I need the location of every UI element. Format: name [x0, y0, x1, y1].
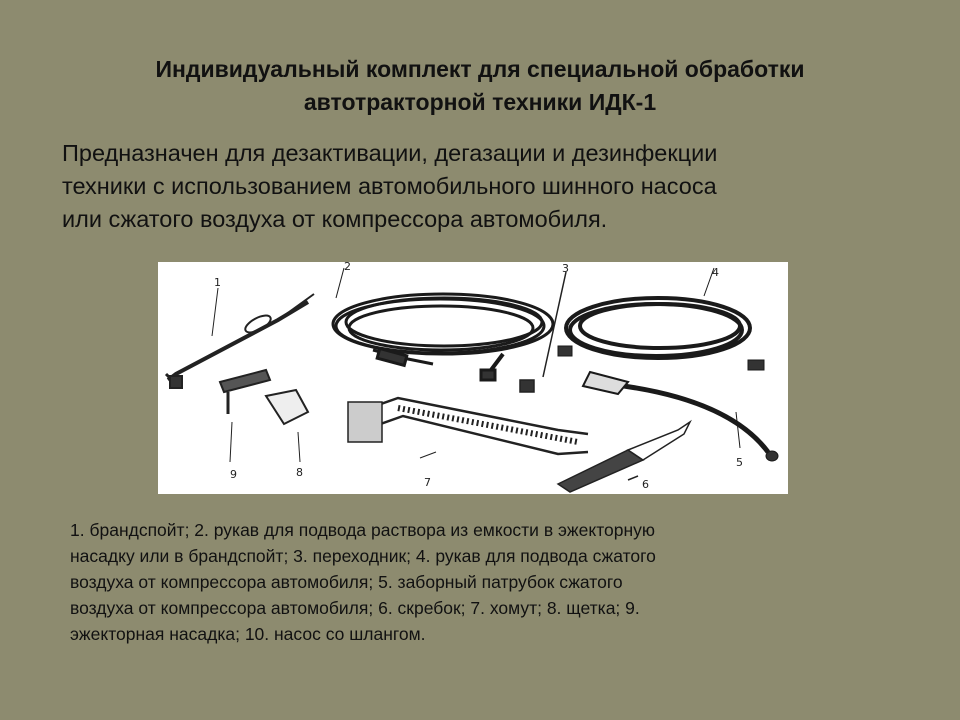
- figure-label-2: 2: [344, 262, 351, 273]
- figure-label-4: 4: [712, 266, 719, 279]
- figure-label-6: 6: [642, 478, 649, 491]
- figure-label-7: 7: [424, 476, 431, 489]
- figure-label-8: 8: [296, 466, 303, 479]
- description-line-1: Предназначен для дезактивации, дегазации и дезинфекции: [62, 140, 718, 166]
- figure-label-3: 3: [562, 262, 569, 275]
- kit-illustration: [158, 262, 788, 494]
- caption-line-4: воздуха от компрессора автомобиля; 6. скребок; 7. хомут; 8. щетка; 9.: [70, 598, 640, 618]
- caption-line-2: насадку или в брандспойт; 3. переходник; 4. рукав для подвода сжатого: [70, 546, 656, 566]
- description-line-3: или сжатого воздуха от компрессора автомобиля.: [62, 206, 608, 232]
- slide-title: [40, 53, 920, 119]
- slide-title-line-1: Индивидуальный комплект для специальной обработки: [155, 56, 805, 82]
- figure-label-1: 1: [214, 276, 221, 289]
- caption-line-5: эжекторная насадка; 10. насос со шлангом.: [70, 624, 426, 644]
- figure-label-5: 5: [736, 456, 743, 469]
- caption-line-1: 1. брандспойт; 2. рукав для подвода раствора из емкости в эжекторную: [70, 520, 656, 540]
- air-hose-drawing: [558, 268, 764, 370]
- solution-hose-drawing: [333, 268, 553, 380]
- caption-line-3: воздуха от компрессора автомобиля; 5. заборный патрубок сжатого: [70, 572, 623, 592]
- clamp-drawing: [348, 398, 588, 458]
- brush-drawing: [266, 390, 308, 462]
- kit-illustration-drawing: [158, 262, 788, 494]
- intake-nozzle-drawing: [583, 372, 778, 461]
- slide-title-line-2: автотракторной техники ИДК-1: [303, 89, 657, 115]
- ejector-nozzle-drawing: [220, 370, 270, 462]
- figure-label-9: 9: [230, 468, 237, 481]
- slide-description: [62, 137, 922, 236]
- figure-caption: [70, 517, 930, 647]
- description-line-2: техники с использованием автомобильного шинного насоса: [62, 173, 717, 199]
- sprayer-wand-drawing: [166, 288, 314, 388]
